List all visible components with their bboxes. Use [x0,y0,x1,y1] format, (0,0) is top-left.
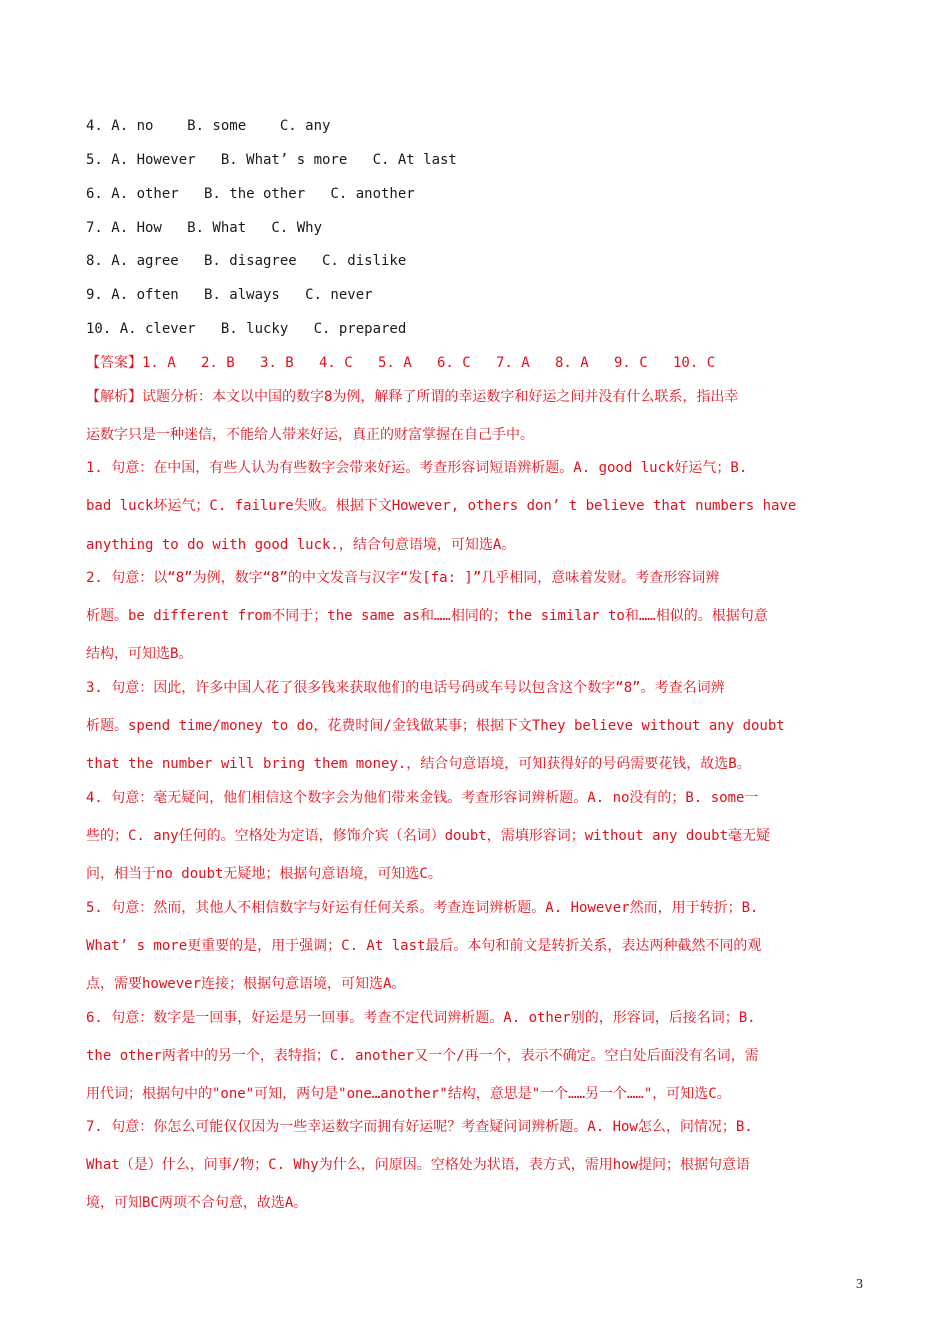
analysis-line: 析题。spend time/money to do，花费时间/金钱做某事；根据下文They believe without any doubt [86,718,785,734]
analysis-line: What’ s more更重要的是，用于强调；C. At last最后。本句和前文是转折关系，表达两种截然不同的观 [86,938,762,954]
option-line-6: 6. A. other B. the other C. another [86,186,415,202]
analysis-line: 【解析】试题分析：本文以中国的数字8为例，解释了所谓的幸运数字和好运之间并没有什么联系，指出幸 [86,389,739,405]
analysis-line: bad luck坏运气；C. failure失败。根据下文However, others don’ t believe that numbers have [86,498,797,514]
analysis-line: 境，可知BC两项不合句意，故选A。 [86,1195,308,1211]
analysis-line: anything to do with good luck.，结合句意语境，可知选A。 [86,537,516,553]
analysis-line: 5. 句意：然而，其他人不相信数字与好运有任何关系。考查连词辨析题。A. However然而，用于转折；B. [86,900,759,916]
analysis-line: 1. 句意：在中国，有些人认为有些数字会带来好运。考查形容词短语辨析题。A. good luck好运气；B. [86,460,748,476]
analysis-line: 用代词；根据句中的"one"可知，两句是"one…another"结构，意思是"一个……另一个……"，可知选C。 [86,1086,731,1102]
analysis-line: 4. 句意：毫无疑问，他们相信这个数字会为他们带来金钱。考查形容词辨析题。A. no没有的；B. some一 [86,790,759,806]
analysis-line: 运数字只是一种迷信，不能给人带来好运，真正的财富掌握在自己手中。 [86,427,534,443]
option-line-9: 9. A. often B. always C. never [86,287,373,303]
analysis-line: 析题。be different from不同于；the same as和……相同的；the similar to和……相似的。根据句意 [86,608,768,624]
option-line-8: 8. A. agree B. disagree C. dislike [86,253,407,269]
option-line-10: 10. A. clever B. lucky C. prepared [86,321,407,337]
analysis-line: 问，相当于no doubt无疑地；根据句意语境，可知选C。 [86,866,442,882]
answer-key: 【答案】1. A 2. B 3. B 4. C 5. A 6. C 7. A 8. A 9. C 10. C [86,355,716,371]
analysis-line: 6. 句意：数字是一回事，好运是另一回事。考查不定代词辨析题。A. other别的，形容词，后接名词；B. [86,1010,756,1026]
analysis-line: 7. 句意：你怎么可能仅仅因为一些幸运数字而拥有好运呢？考查疑问词辨析题。A. How怎么，问情况；B. [86,1119,753,1135]
analysis-line: 些的；C. any任何的。空格处为定语，修饰介宾（名词）doubt，需填形容词；without any doubt毫无疑 [86,828,771,844]
option-line-4: 4. A. no B. some C. any [86,118,331,134]
option-line-5: 5. A. However B. What’ s more C. At last [86,152,457,168]
analysis-line: that the number will bring them money.，结合句意语境，可知获得好的号码需要花钱，故选B。 [86,756,751,772]
analysis-line: 结构，可知选B。 [86,646,193,662]
analysis-line: 2. 句意：以“8”为例，数字“8”的中文发音与汉字“发[fa: ]”几乎相同，意味着发财。考查形容词辨 [86,570,720,586]
analysis-line: the other两者中的另一个，表特指；C. another又一个/再一个，表示不确定。空白处后面没有名词，需 [86,1048,759,1064]
analysis-line: 3. 句意：因此，许多中国人花了很多钱来获取他们的电话号码或车号以包含这个数字“8”。考查名词辨 [86,680,725,696]
option-line-7: 7. A. How B. What C. Why [86,220,323,236]
analysis-line: 点，需要however连接；根据句意语境，可知选A。 [86,976,406,992]
page-number: 3 [856,1277,863,1292]
analysis-line: What（是）什么，问事/物；C. Why为什么，问原因。空格处为状语，表方式，需用how提问；根据句意语 [86,1157,750,1173]
